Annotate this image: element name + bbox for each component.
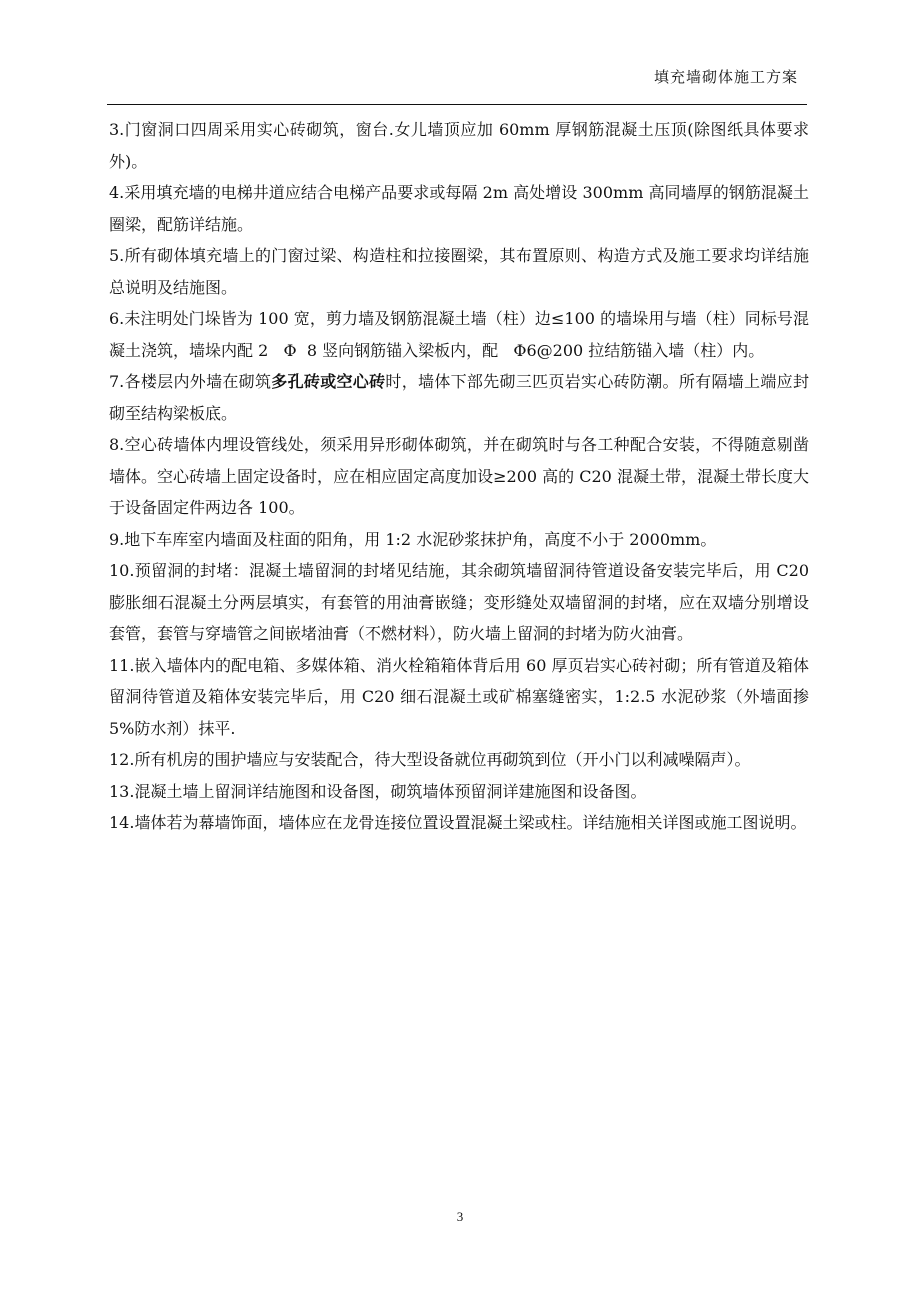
document-header-title: 填充墙砌体施工方案 bbox=[653, 68, 798, 86]
paragraph-4: 4.采用填充墙的电梯井道应结合电梯产品要求或每隔 2m 高处增设 300mm 高同墙厚的钢筋混凝土圈梁，配筋详结施。 bbox=[109, 183, 809, 234]
paragraph-13: 13.混凝土墙上留洞详结施图和设备图，砌筑墙体预留洞详建施图和设备图。 bbox=[109, 781, 647, 801]
paragraph-3: 3.门窗洞口四周采用实心砖砌筑，窗台.女儿墙顶应加 60mm 厚钢筋混凝土压顶(除图纸具体要求外)。 bbox=[109, 120, 809, 171]
paragraph-11: 11.嵌入墙体内的配电箱、多媒体箱、消火栓箱箱体背后用 60 厚页岩实心砖衬砌；所有管道及箱体留洞待管道及箱体安装完毕后，用 C20 细石混凝土或矿棉塞缝密实，1:2.5 水泥砂浆（外墙面掺 5%防水剂）抹平. bbox=[109, 655, 815, 738]
paragraph-10: 10.预留洞的封堵：混凝土墙留洞的封堵见结施，其余砌筑墙留洞待管道设备安装完毕后，用 C20 膨胀细石混凝土分两层填实，有套管的用油膏嵌缝；变形缝处双墙留洞的封堵，应在双墙分别增设套管，套管与穿墙管之间嵌堵油膏（不燃材料），防火墙上留洞的封堵为防火油膏。 bbox=[109, 561, 815, 643]
paragraph-7-bold-text: 多孔砖或空心砖 bbox=[271, 372, 386, 391]
paragraph-7 bbox=[109, 366, 809, 429]
header-divider bbox=[107, 104, 807, 105]
paragraph-6: 6.未注明处门垛皆为 100 宽，剪力墙及钢筋混凝土墙（柱）边≤100 的墙垛用与墙（柱）同标号混凝土浇筑，墙垛内配 2 Φ 8 竖向钢筋锚入梁板内，配 Φ6@200 拉结筋锚入墙（柱）内。 bbox=[109, 309, 809, 360]
paragraph-8: 8.空心砖墙体内埋设管线处，须采用异形砌体砌筑，并在砌筑时与各工种配合安装，不得随意剔凿墙体。空心砖墙上固定设备时，应在相应固定高度加设≥200 高的 C20 混凝土带，混凝土带长度大于设备固定件两边各 100。 bbox=[109, 435, 809, 517]
page-number: 3 bbox=[456, 1209, 464, 1224]
paragraph-14: 14.墙体若为幕墙饰面，墙体应在龙骨连接位置设置混凝土梁或柱。详结施相关详图或施工图说明。 bbox=[109, 813, 807, 832]
paragraph-12: 12.所有机房的围护墙应与安装配合，待大型设备就位再砌筑到位（开小门以利减噪隔声）。 bbox=[109, 750, 751, 769]
document-body bbox=[109, 114, 815, 839]
paragraph-7-lead-text: 7.各楼层内外墙在砌筑 bbox=[109, 372, 272, 391]
paragraph-7-trail-text: 时，墙体下部先砌三匹页岩实心砖防潮。所有隔墙上端应封砌至结构梁板底。 bbox=[109, 372, 809, 423]
paragraph-9: 9.地下车库室内墙面及柱面的阳角，用 1:2 水泥砂浆抹护角，高度不小于 2000mm。 bbox=[109, 529, 717, 549]
paragraph-5: 5.所有砌体填充墙上的门窗过梁、构造柱和拉接圈梁，其布置原则、构造方式及施工要求均详结施总说明及结施图。 bbox=[109, 246, 809, 297]
